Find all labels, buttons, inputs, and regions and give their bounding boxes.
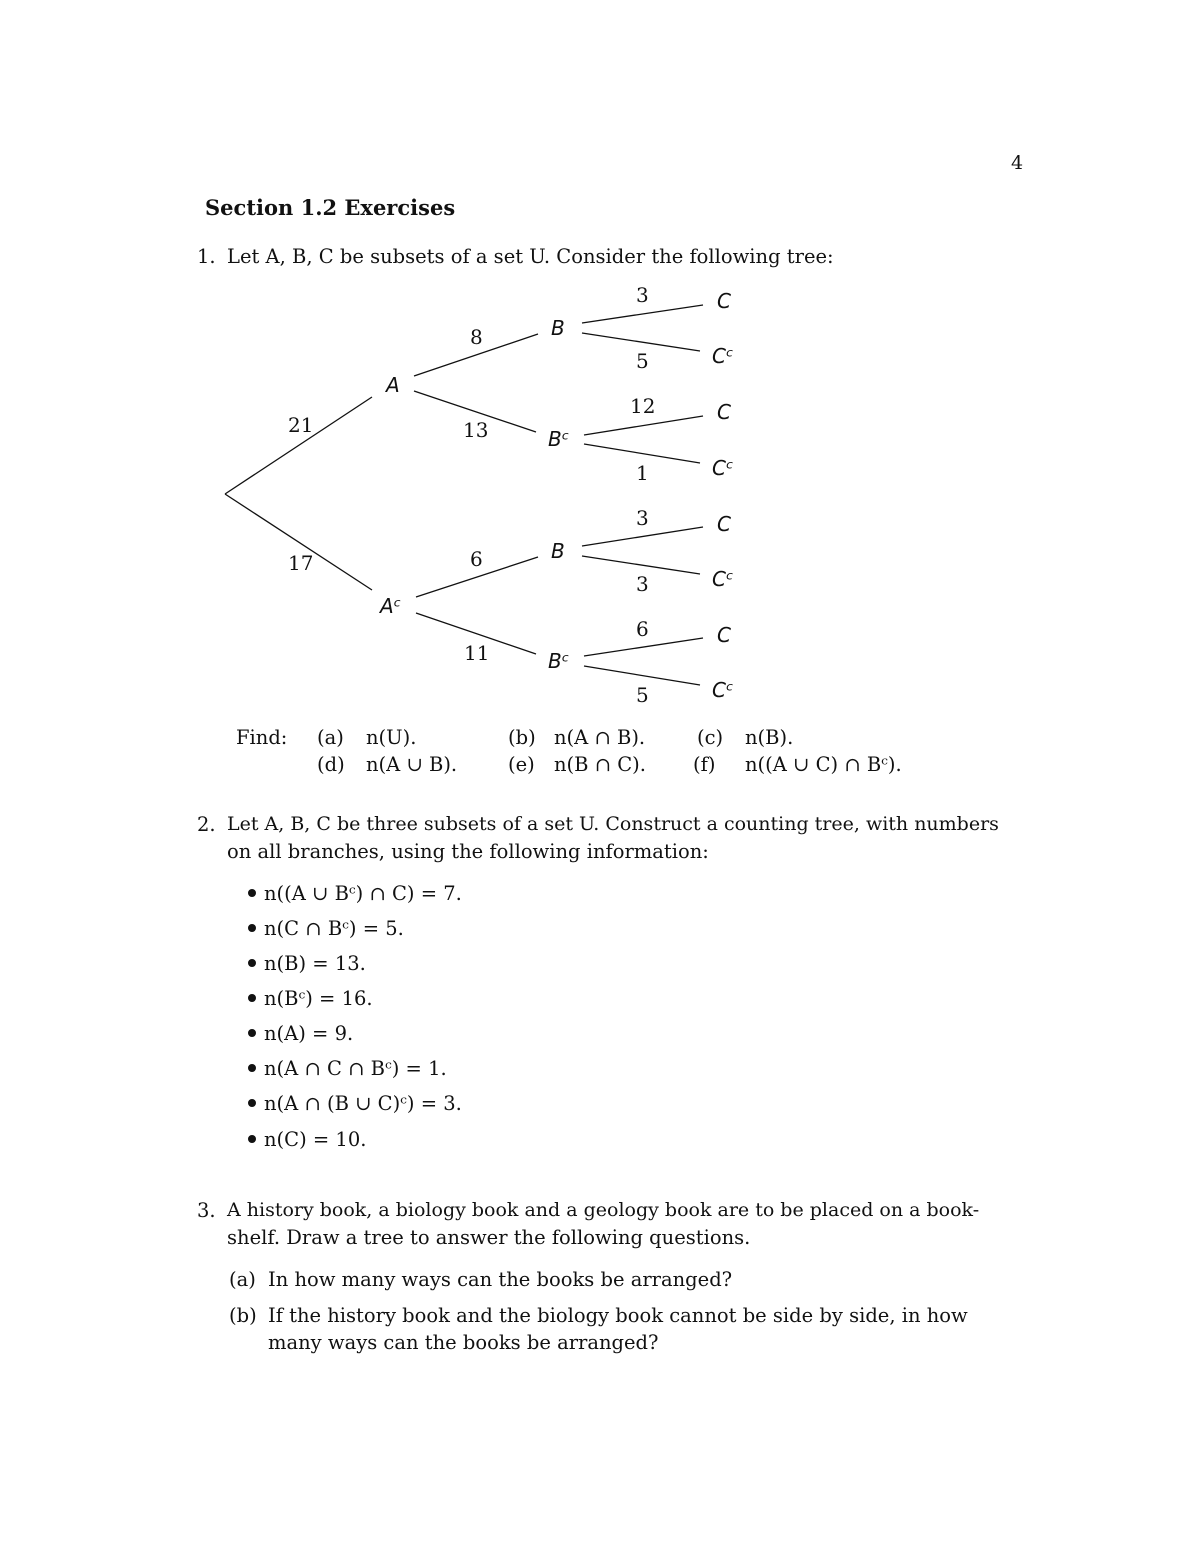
ex3-part-b-tag: (b) [229,1304,257,1327]
page-number: 4 [1011,152,1024,174]
ex1-number: 1. [197,245,216,268]
branch-weight: 13 [463,418,489,442]
branch-weight: 8 [470,325,483,349]
node-label: Cᶜ [712,344,734,368]
branch-weight: 17 [288,551,314,575]
bullet-icon [248,924,256,932]
branch-weight: 11 [464,641,490,665]
part-tag: (d) [317,753,345,776]
tree-edge [225,397,372,494]
node-label: C [717,623,731,647]
part-tag: (c) [697,726,724,749]
bullet-icon [248,959,256,967]
branch-weight: 3 [636,572,649,596]
find-label: Find: [236,726,288,749]
part-tag: (e) [508,753,535,776]
ex2-line2: on all branches, using the following information: [227,840,709,863]
ex3-line2: shelf. Draw a tree to answer the following questions. [227,1226,751,1249]
bullet-icon [248,994,256,1002]
node-label: B [551,316,565,340]
node-label: C [717,400,731,424]
node-label: C [717,289,731,313]
ex3-line1: A history book, a biology book and a geology book are to be placed on a book- [227,1199,980,1221]
branch-weight: 6 [636,617,649,641]
info-bullet: n(A ∩ (B ∪ C)ᶜ) = 3. [248,1090,462,1117]
ex3-part-a-tag: (a) [229,1268,256,1291]
part-expr: n(A ∪ B). [366,753,458,776]
branch-weight: 12 [630,394,656,418]
part-expr: n((A ∪ C) ∩ Bᶜ). [745,753,902,776]
info-bullet: n((A ∪ Bᶜ) ∩ C) = 7. [248,880,462,907]
bullet-icon [248,1099,256,1107]
branch-weight: 3 [636,506,649,530]
info-bullet: n(B) = 13. [248,950,366,977]
node-label: Cᶜ [712,456,734,480]
ex3-part-b-line2: many ways can the books be arranged? [268,1331,659,1354]
counting-tree-diagram [0,0,1200,760]
node-label: Cᶜ [712,567,734,591]
part-tag: (b) [508,726,536,749]
branch-weight: 5 [636,349,649,373]
node-label: B [551,539,565,563]
section-title: Section 1.2 Exercises [205,195,456,220]
branch-weight: 21 [288,413,314,437]
part-tag: (f) [693,753,716,776]
branch-weight: 3 [636,283,649,307]
node-label: Aᶜ [380,594,402,618]
ex3-number: 3. [197,1199,216,1222]
branch-weight: 5 [636,683,649,707]
node-label: Bᶜ [548,427,570,451]
part-expr: n(U). [366,726,417,749]
ex1-text: Let A, B, C be subsets of a set U. Consider the following tree: [227,245,834,268]
info-bullet: n(A ∩ C ∩ Bᶜ) = 1. [248,1055,447,1082]
node-label: Cᶜ [712,678,734,702]
node-label: C [717,512,731,536]
tree-edge [582,305,703,323]
info-bullet: n(Bᶜ) = 16. [248,985,373,1012]
part-tag: (a) [317,726,344,749]
ex2-number: 2. [197,813,216,836]
info-bullet: n(C) = 10. [248,1126,366,1153]
bullet-icon [248,889,256,897]
part-expr: n(B ∩ C). [554,753,646,776]
ex3-part-a-text: In how many ways can the books be arranged? [268,1268,733,1291]
ex2-line1: Let A, B, C be three subsets of a set U. Construct a counting tree, with numbers [227,813,999,835]
node-label: A [386,373,400,397]
tree-edge [225,494,372,590]
bullet-icon [248,1029,256,1037]
part-expr: n(A ∩ B). [554,726,646,749]
ex3-part-b-line1: If the history book and the biology book cannot be side by side, in how [268,1304,968,1327]
branch-weight: 6 [470,547,483,571]
branch-weight: 1 [636,461,649,485]
bullet-icon [248,1064,256,1072]
node-label: Bᶜ [548,649,570,673]
bullet-icon [248,1135,256,1143]
info-bullet: n(C ∩ Bᶜ) = 5. [248,915,404,942]
part-expr: n(B). [745,726,794,749]
info-bullet: n(A) = 9. [248,1020,353,1047]
tree-edge [584,416,703,435]
